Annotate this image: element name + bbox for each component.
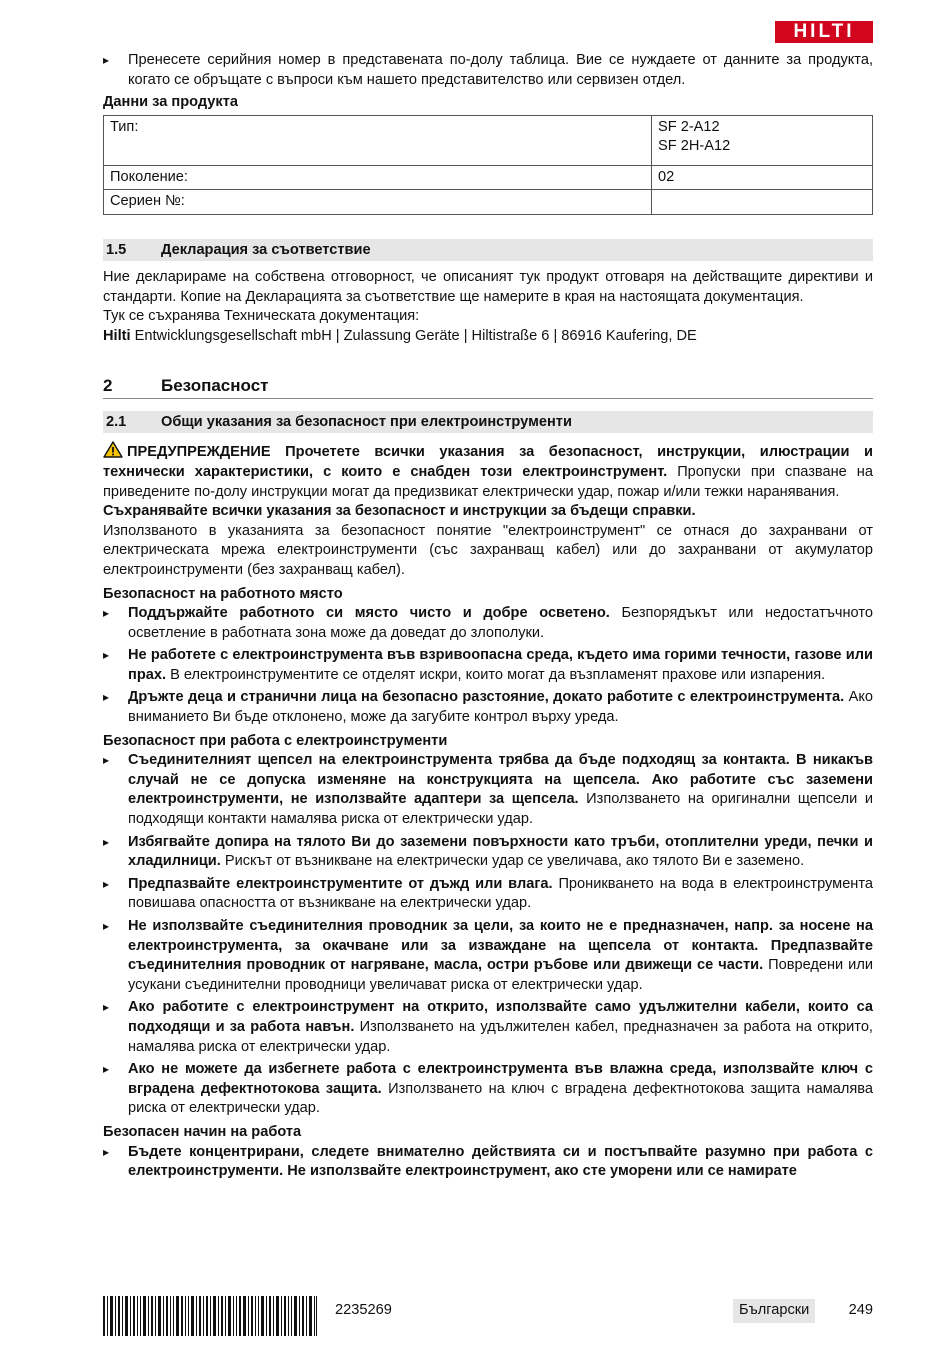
item-bold: Предпазвайте електроинструментите от дъжд или влага.	[128, 875, 553, 892]
safe-work-list	[103, 1143, 873, 1182]
company-name: Hilti	[103, 327, 131, 344]
chapter-heading-2	[103, 373, 873, 399]
safe-work-heading: Безопасен начин на работа	[103, 1123, 302, 1140]
declaration-text: Ние декларираме на собствена отговорност, че описаният тук продукт отговаря на действащите директиви и стандарти. Копие на Декларацията за съответствие ще намерите в края на настоящата документация.	[103, 268, 873, 305]
section-number: 2.1	[106, 414, 127, 431]
workplace-heading: Безопасност на работното място	[103, 585, 343, 602]
item-text: Използването на оригинални щепсели и подходящи контакти намалява риска от електрически удар.	[128, 791, 873, 828]
type-value-2: SF 2H-A12	[658, 138, 731, 155]
item-text: Проникването на вода в електроинструмента повишава опасността от възникване на електрически удар.	[128, 875, 874, 912]
warning-text: Пропуски при спазване на приведените по-долу инструкции могат да предизвикат електрически удар, пожар и/или тежки наранявания.	[103, 463, 873, 500]
address-text: Entwicklungsgesellschaft mbH | Zulassung Geräte | Hiltistraße 6 | 86916 Kaufering, DE	[130, 327, 697, 344]
section-heading-1-5	[103, 239, 873, 261]
tech-doc-address	[103, 327, 873, 347]
item-text: Безпорядъкът или недостатъчното осветление в работната зона може да доведат до злополуки.	[128, 605, 873, 641]
item-bold: Не използвайте съединителния проводник за цели, за които не е предназначен, напр. за носене на електроинструмента, за окачване или за изваждане на щепсела от контакта. Предпазвайте съединителния проводник от нагряване, масла, остри ръбове или движещи се части.	[128, 918, 873, 974]
list-item	[103, 998, 873, 1057]
item-text: Ако вниманието Ви бъде отклонено, може да загубите контрол върху уреда.	[128, 689, 873, 726]
page-number: 249	[848, 1302, 873, 1318]
list-item	[103, 875, 873, 914]
hilti-logo: HILTI	[775, 21, 873, 43]
product-table	[103, 115, 873, 215]
item-bold: Не работете с електроинструмента във взривоопасна среда, където има горими течности, газове или прах.	[128, 647, 873, 683]
type-value-1: SF 2-A12	[658, 118, 720, 135]
chapter-number: 2	[103, 376, 113, 396]
list-item	[103, 688, 873, 727]
list-item	[103, 1143, 873, 1182]
warning-icon	[103, 441, 123, 458]
item-text: Рискът от възникване на електрически удар се увеличава, ако тялото Ви е заземено.	[220, 853, 805, 870]
table-row	[104, 165, 873, 190]
item-bold: Ако работите с електроинструмент на открито, използвайте само удължителни кабели, които са подходящи и за работа навън.	[128, 999, 873, 1035]
serial-value	[652, 190, 873, 215]
item-bold: Ако не можете да избегнете работа с електроинструмента във влажна среда, използвайте ключ с вградена дефектнотокова защита.	[128, 1061, 873, 1097]
item-bold: Съединителният щепсел на електроинструмента трябва да бъде подходящ за контакта. В никакъв случай не се допуска изменяне на конструкцията на щепсела. Ако работите със заземени електроинструменти, не използвайте адаптери за щепсела.	[128, 752, 873, 808]
intro-text: Пренесете серийния номер в представената по-долу таблица. Вие се нуждаете от данните за продукта, когато се обръщате с въпроси към нашето представителство или сервизен отдел.	[128, 52, 873, 88]
product-data-title: Данни за продукта	[103, 94, 238, 111]
section-title: Общи указания за безопасност при електроинструменти	[161, 414, 572, 431]
item-bold: Дръжте деца и странични лица на безопасно разстояние, докато работите с електроинструмента.	[128, 689, 845, 706]
item-text: Използването на удължителен кабел, предназначен за работа на открито, намалява риска от електрически удар.	[128, 1018, 873, 1055]
list-item	[103, 751, 873, 829]
item-bold: Поддържайте работното си място чисто и добре осветено.	[128, 605, 610, 622]
language-label: Български	[733, 1299, 815, 1323]
section-title: Декларация за съответствие	[161, 241, 371, 258]
type-value	[652, 115, 873, 165]
page-footer	[103, 1296, 873, 1336]
item-bold: Избягвайте допира на тялото Ви до заземени повърхности като тръби, отоплителни уреди, печки и хладилници.	[128, 833, 873, 870]
item-text: В електроинструментите се отделят искри, които могат да възпламенят прахове или изпарения.	[166, 666, 826, 683]
item-bold: Бъдете концентрирани, следете внимателно действията си и постъпвайте разумно при работа с електроинструменти. Не използвайте електроинструмент, ако сте уморени или се намирате	[128, 1143, 873, 1180]
item-text: Използването на ключ с вградена дефектнотокова защита намалява риска от електрически удар.	[128, 1080, 873, 1117]
generation-label: Поколение:	[104, 165, 652, 190]
keep-instructions: Съхранявайте всички указания за безопасност и инструкции за бъдещи справки.	[103, 503, 696, 520]
list-item	[103, 604, 873, 643]
table-row	[104, 190, 873, 215]
section-number: 1.5	[106, 241, 127, 258]
warning-paragraph	[103, 441, 873, 502]
document-number: 2235269	[335, 1302, 392, 1318]
barcode-icon	[103, 1296, 317, 1336]
serial-label: Сериен №:	[104, 190, 652, 215]
page-content	[103, 0, 873, 1182]
list-item	[103, 646, 873, 685]
list-item	[103, 833, 873, 872]
section-heading-2-1	[103, 411, 873, 433]
electrical-list	[103, 751, 873, 1119]
chapter-title: Безопасност	[161, 376, 269, 396]
intro-bullet	[103, 51, 873, 90]
type-label: Тип:	[104, 115, 652, 165]
table-row	[104, 115, 873, 165]
warning-bold-text: Прочетете всички указания за безопасност, инструкции, илюстрации и технически характеристики, с които е снабден този електроинструмент.	[103, 444, 873, 480]
item-text: Повредени или усукани съединителни проводници увеличават риска от електрически удар.	[128, 957, 873, 993]
electrical-heading: Безопасност при работа с електроинструменти	[103, 732, 448, 749]
tech-doc-label: Тук се съхранява Техническата документация:	[103, 308, 420, 325]
list-item	[103, 917, 873, 995]
term-text: Използваното в указанията за безопасност понятие "електроинструмент" се отнася до захранвани от електрическата мрежа електроинструменти (със захранващ кабел) или до захранвани от акумулатор електроинструменти (без захранващ кабел).	[103, 522, 873, 578]
list-item	[103, 1060, 873, 1119]
warning-label: ПРЕДУПРЕЖДЕНИЕ	[127, 444, 271, 461]
workplace-list	[103, 604, 873, 728]
generation-value: 02	[652, 165, 873, 190]
